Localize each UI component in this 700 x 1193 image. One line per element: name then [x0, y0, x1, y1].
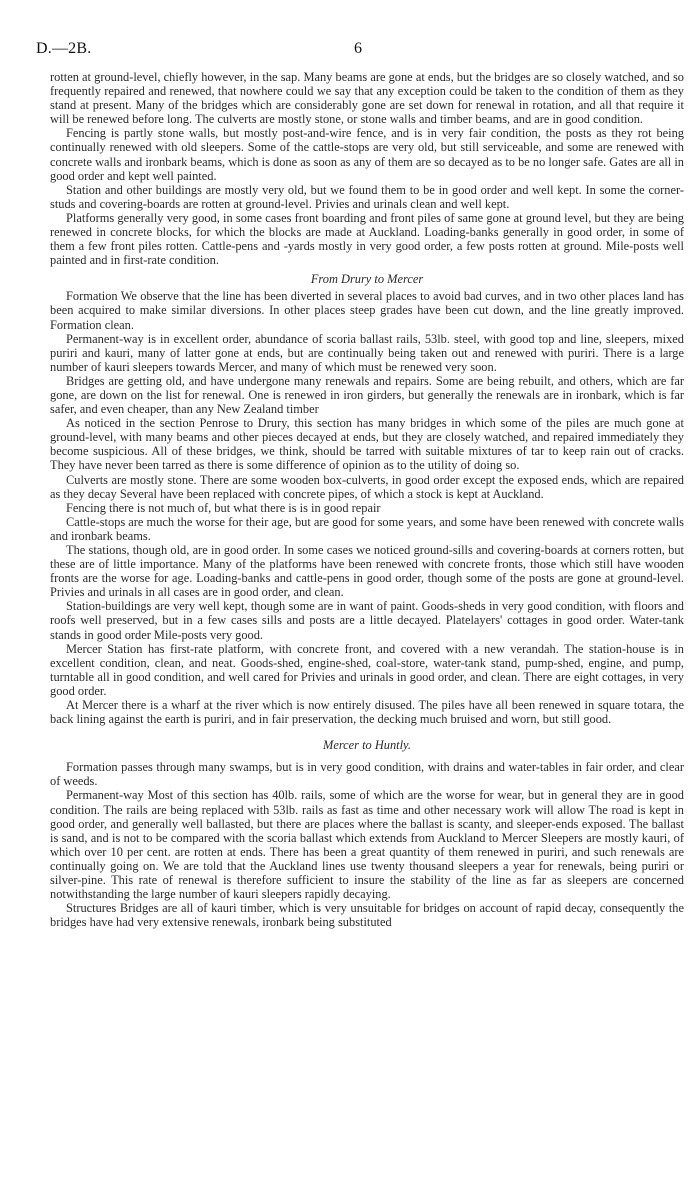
- body-paragraph: The stations, though old, are in good order. In some cases we noticed ground-sills and covering-boards at corners rotten, but these are of little importance. Many of the platforms have been renewed with concrete fronts, those which still have wooden fronts are the worse for age. Loading-banks and cattle-pens in good order, though some of the posts are gone at ground-level. Privies and urinals in all cases are in good order, and clean.: [50, 543, 684, 600]
- body-paragraph: Formation We observe that the line has been diverted in several places to avoid bad curves, and in two other places land has been acquired to make similar diversions. In other places steep grades have been cut down, and the line greatly improved. Formation clean.: [50, 289, 684, 332]
- body-paragraph: Structures Bridges are all of kauri timber, which is very unsuitable for bridges on account of rapid decay, consequently the bridges have had very extensive renewals, ironbark being substituted: [50, 901, 684, 930]
- section-heading-mercer-to-huntly: Mercer to Huntly.: [323, 738, 411, 753]
- page-body: [50, 70, 684, 929]
- body-paragraph: Culverts are mostly stone. There are some wooden box-culverts, in good order except the exposed ends, which are repaired as they decay Several have been replaced with concrete pipes, of which a stock is kept at Auckland.: [50, 472, 684, 501]
- document-reference: D.—2B.: [36, 40, 92, 57]
- body-paragraph: rotten at ground-level, chiefly however, in the sap. Many beams are gone at ends, but the bridges are so closely watched, and so frequently repaired and renewed, that nowhere could we say that any exception could be taken to the condition of them as they stand at present. Many of the bridges which are considerably gone are set down for renewal in rotation, and all that require it will be renewed before long. The culverts are mostly stone, or stone walls and timber beams, and are in good condition.: [50, 70, 684, 127]
- body-paragraph: Cattle-stops are much the worse for their age, but are good for some years, and some have been renewed with concrete walls and ironbark beams.: [50, 514, 684, 543]
- body-paragraph: Bridges are getting old, and have undergone many renewals and repairs. Some are being rebuilt, and others, which are far gone, are down on the list for renewal. One is renewed in iron girders, but generally the renewals are in ironbark, which is far safer, and even cheaper, than any New Zealand timber: [50, 373, 684, 417]
- body-paragraph: Fencing is partly stone walls, but mostly post-and-wire fence, and is in very fair condition, the posts as they rot being continually renewed with old sleepers. Some of the cattle-stops are very old, but still serviceable, and some are renewed with concrete walls and ironbark beams, which is done as soon as any of them are so decayed as to be no longer safe. Gates are all in good order and kept well painted.: [50, 126, 684, 183]
- section-heading-drury-to-mercer: From Drury to Mercer: [310, 272, 424, 287]
- body-paragraph: Station and other buildings are mostly very old, but we found them to be in good order and well kept. In some the corner-studs and covering-boards are rotten at ground-level. Privies and urinals clean and well kept.: [50, 182, 684, 211]
- body-paragraph: Station-buildings are very well kept, though some are in want of paint. Goods-sheds in very good condition, with floors and roofs well preserved, but in a few cases sills and posts are a little decayed. Platelayers' cottages in good order. Water-tank stands in good order Mile-posts very good.: [50, 599, 684, 642]
- body-paragraph: Permanent-way Most of this section has 40lb. rails, some of which are the worse for wear, but in general they are in good condition. The rails are being replaced with 53lb. rails as fast as time and other necessary work will allow The road is kept in good order, and generally well ballasted, but there are places where the ballast is scanty, and sleeper-ends exposed. The ballast is sand, and is not to be compared with the scoria ballast which extends from Auckland to Mercer Sleepers are mostly kauri, of which over 10 per cent. are rotten at ends. There has been a great quantity of them renewed in puriri, and such renewals are continually going on. We are told that the Auckland lines use twenty thousand sleepers a year for renewals, being puriri or silver-pine. This rate of renewal is therefore sufficient to insure the stability of the line as far as sleepers are concerned notwithstanding the large number of kauri sleepers rapidly decaying.: [50, 788, 684, 902]
- body-paragraph: Mercer Station has first-rate platform, with concrete front, and covered with a new verandah. The station-house is in excellent condition, clean, and neat. Goods-shed, engine-shed, coal-store, water-tank stand, pump-shed, engine, and pump, turntable all in good condition, and well cared for Privies and urinals in good order, and clean. There are eight cottages, in very good order.: [50, 641, 684, 698]
- page-header: [36, 40, 668, 64]
- page-number: 6: [354, 40, 362, 57]
- body-paragraph: At Mercer there is a wharf at the river which is now entirely disused. The piles have all been renewed in square totara, the back lining against the earth is puriri, and in fair preservation, the decking much bruised and worn, but still good.: [50, 698, 684, 727]
- body-paragraph: As noticed in the section Penrose to Drury, this section has many bridges in which some of the piles are much gone at ground-level, with many beams and other pieces decayed at ends, but they are closely watched, and repaired immediately they become suspicious. All of these bridges, we think, should be tarred with suitable mixtures of tar to keep rain out of cracks. They have never been tarred as there is some difference of opinion as to the utility of doing so.: [50, 416, 684, 473]
- body-paragraph: Permanent-way is in excellent order, abundance of scoria ballast rails, 53lb. steel, with good top and line, sleepers, mixed puriri and kauri, many of latter gone at ends, but are continually being taken out and renewed with puriri. There is a large number of kauri sleepers towards Mercer, and many of which must be renewed very soon.: [50, 331, 684, 374]
- body-paragraph: Fencing there is not much of, but what there is is in good repair: [66, 500, 381, 515]
- body-paragraph: Platforms generally very good, in some cases front boarding and front piles of same gone at ground level, but they are being renewed in concrete blocks, for which the blocks are made at Auckland. Loading-banks generally in good order, in some of them a few front piles rotten. Cattle-pens and -yards mostly in very good order, a few posts rotten at ground. Mile-posts well painted and in first-rate condition.: [50, 210, 684, 268]
- body-paragraph: Formation passes through many swamps, but is in very good condition, with drains and water-tables in fair order, and clear of weeds.: [50, 760, 684, 789]
